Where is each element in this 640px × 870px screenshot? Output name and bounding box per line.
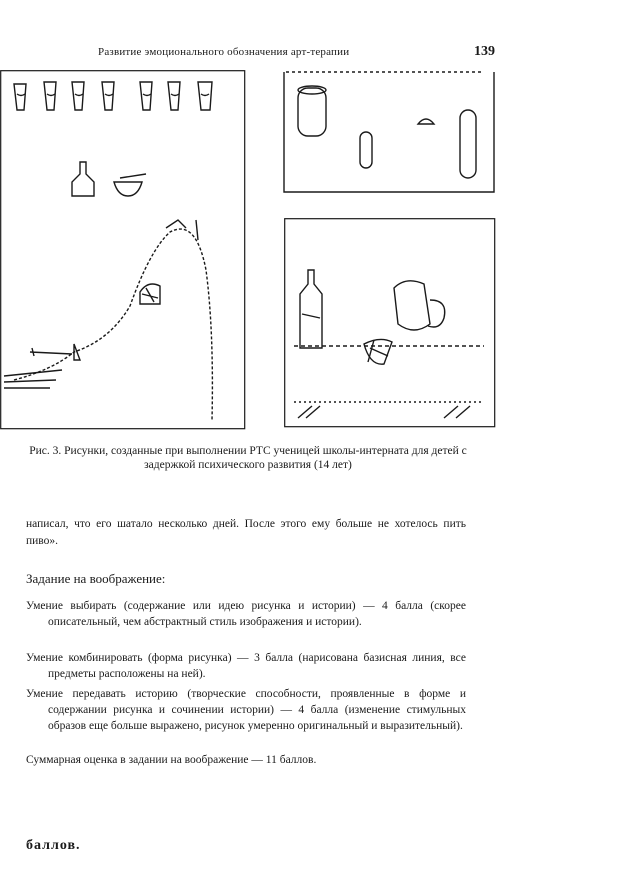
list-item: Умение передавать историю (творческие способности, проявленные в форме и содержании рисунка и сочинении истории) — 4 балла (изменение стимульных образов еще больше выражено, рисунок умеренно оригинальный и выразительный). bbox=[26, 688, 466, 732]
list-item: Умение комбинировать (форма рисунка) — 3 балла (нарисована базисная линия, все предметы расположены на ней). bbox=[26, 652, 466, 680]
running-head: Развитие эмоционального обозначения арт-терапии bbox=[98, 46, 350, 58]
footer-fragment: баллов. bbox=[26, 838, 81, 853]
drawing-top-right-panel bbox=[284, 70, 496, 194]
figure-caption: Рис. 3. Рисунки, созданные при выполнении РТС ученицей школы-интерната для детей с задержкой психического развития (14 лет) bbox=[29, 445, 467, 471]
summary-line: Суммарная оценка в задании на воображение — 11 баллов. bbox=[26, 754, 317, 766]
bowl-sketch bbox=[114, 174, 146, 196]
cup-sketches bbox=[14, 82, 212, 110]
bottle-sketch bbox=[72, 162, 94, 196]
drawing-bottom-right-panel bbox=[284, 218, 496, 428]
drawing-left-panel bbox=[0, 70, 246, 430]
body-paragraph: написал, что его шатало несколько дней. После этого ему больше не хотелось пить пиво». bbox=[26, 518, 466, 547]
hill-scene bbox=[4, 220, 212, 420]
task-heading: Задание на воображение: bbox=[26, 571, 166, 586]
list-item: Умение выбирать (содержание или идею рисунка и истории) — 4 балла (скорее описательный, чем абстрактный стиль изображения и истории). bbox=[26, 600, 466, 628]
page-number: 139 bbox=[474, 44, 495, 59]
